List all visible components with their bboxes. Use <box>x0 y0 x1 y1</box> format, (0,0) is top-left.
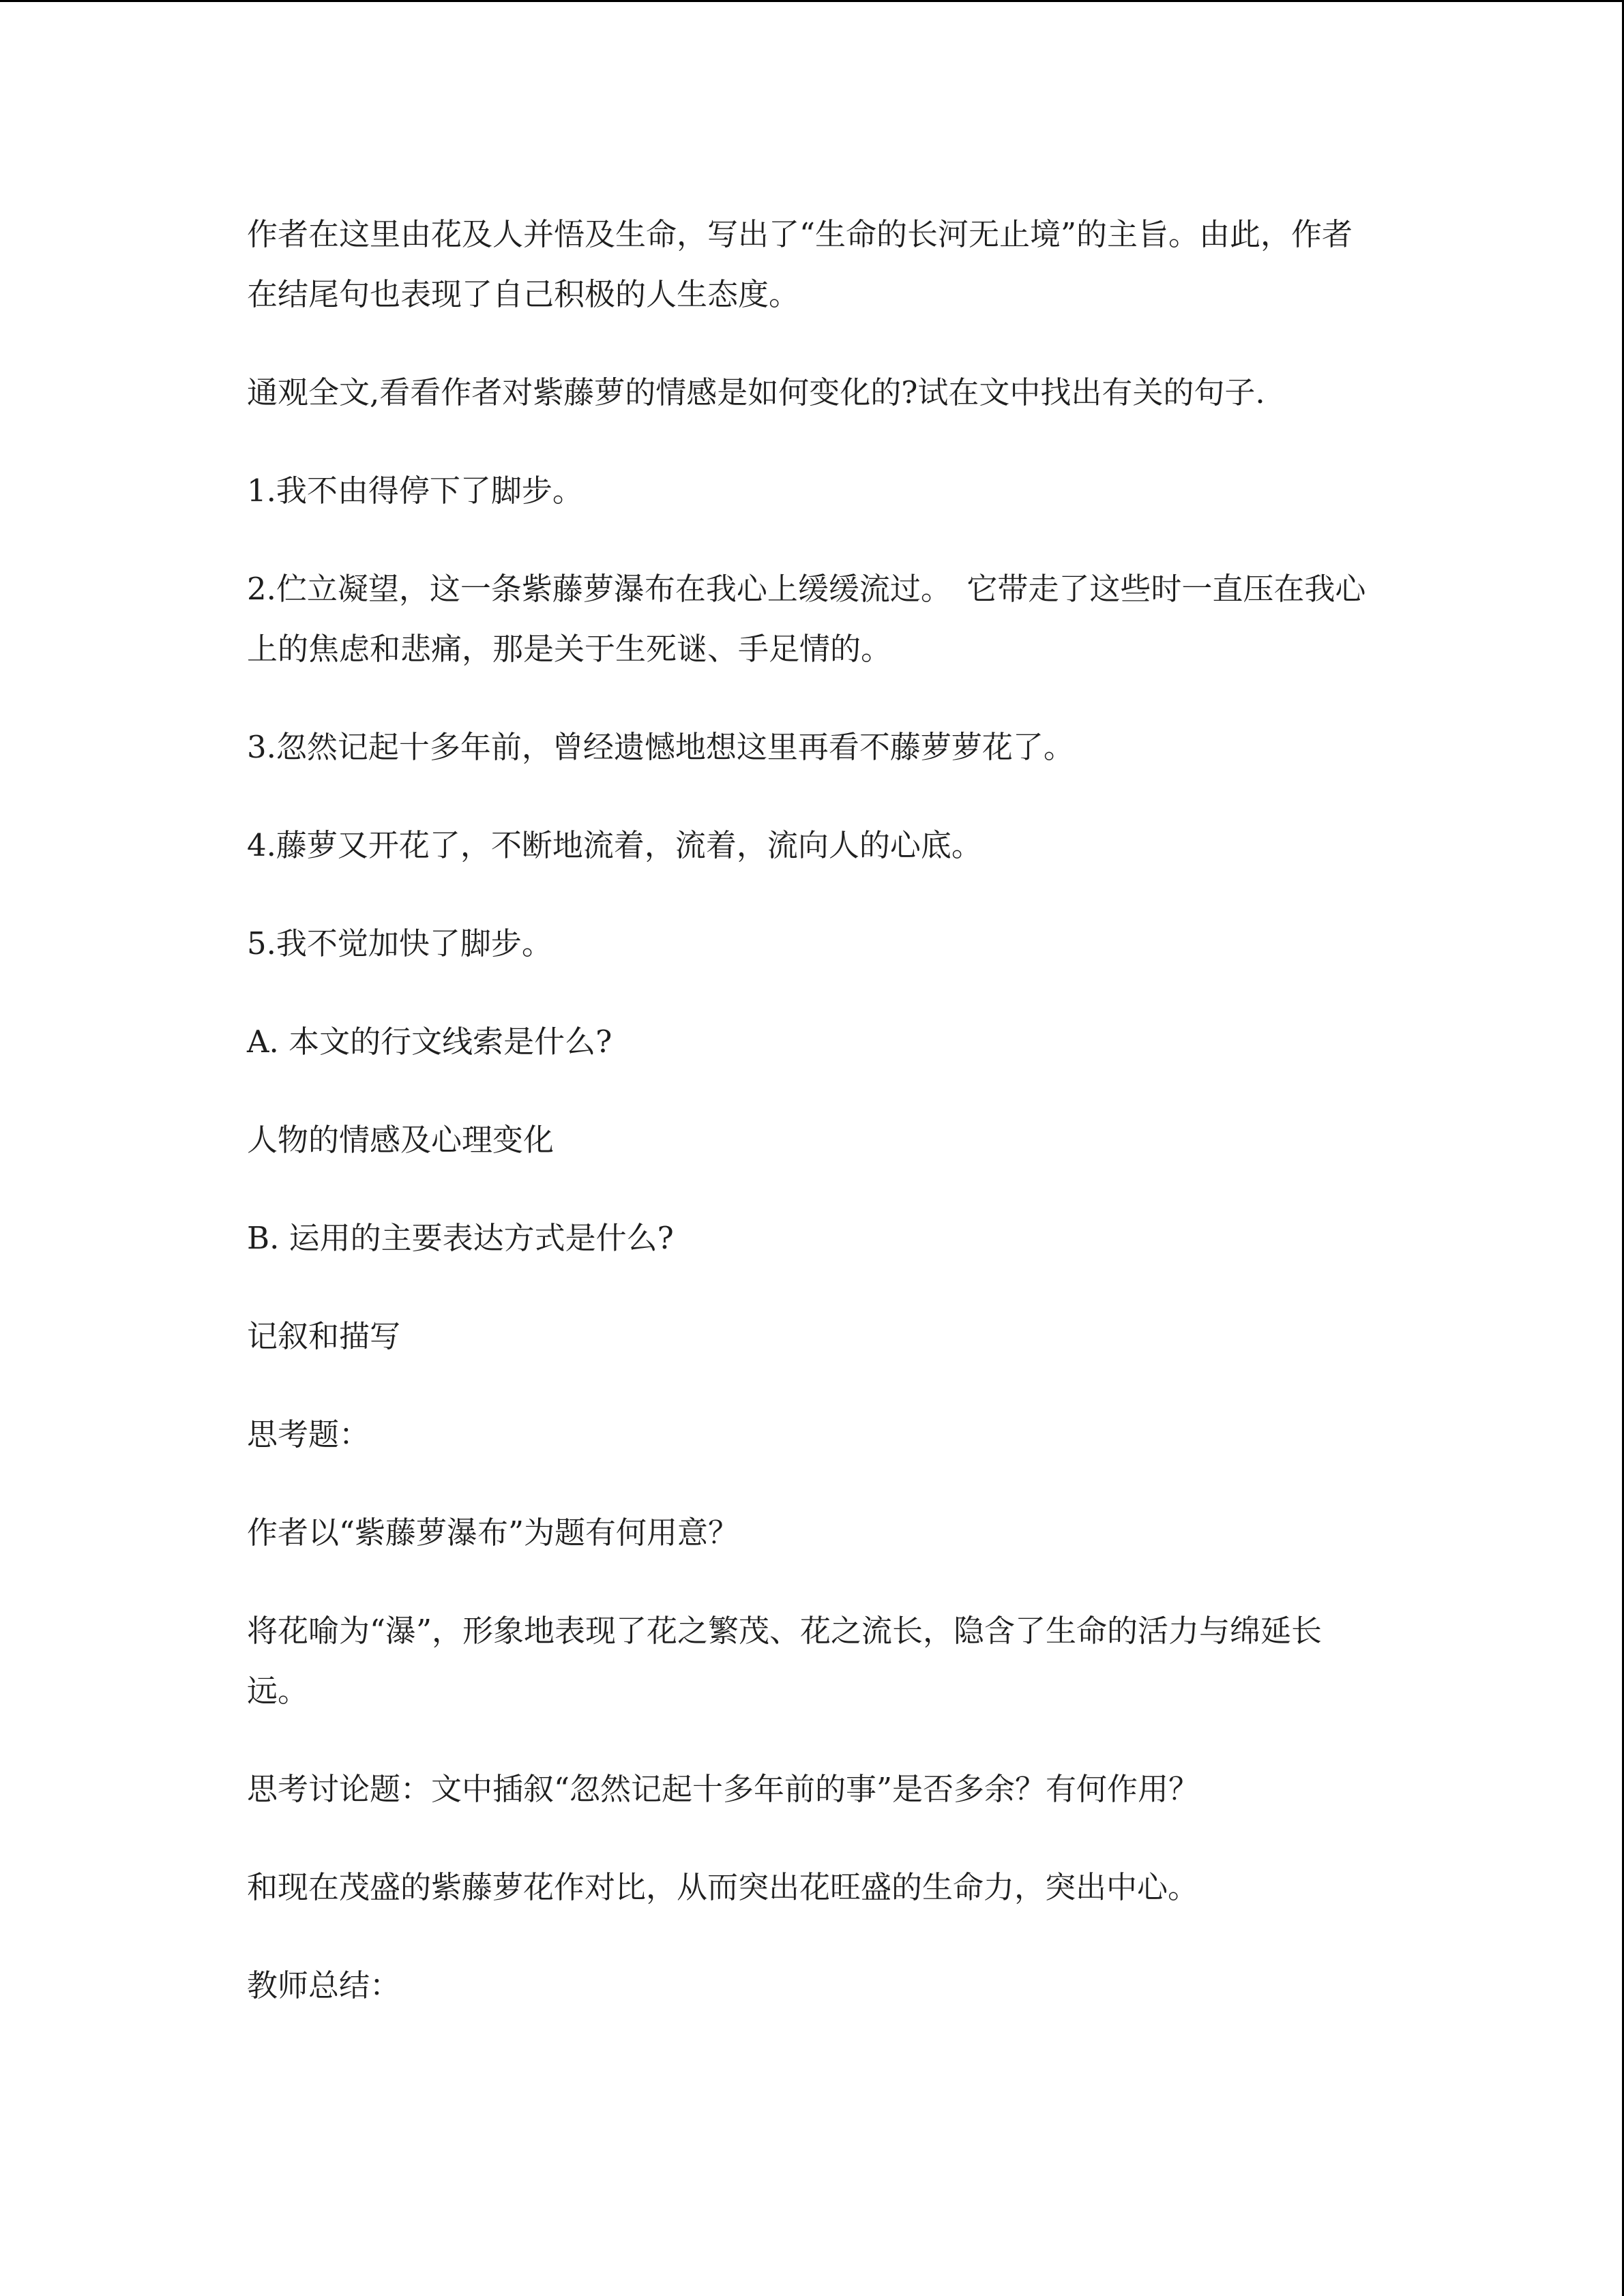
document-body <box>247 205 1379 2054</box>
paragraph-thinking-heading: 思考题： <box>247 1416 370 1452</box>
paragraph-question-a: A. 本文的行文线索是什么? <box>247 1024 612 1060</box>
page-top-border <box>0 0 1624 2</box>
paragraph-discussion-question: 思考讨论题：文中插叙“忽然记起十多年前的事”是否多余？有何作用？ <box>247 1771 1200 1807</box>
paragraph-answer-b: 记叙和描写 <box>247 1318 401 1354</box>
paragraph-question-emotion-change: 通观全文,看看作者对紫藤萝的情感是如何变化的?试在文中找出有关的句子. <box>247 374 1265 411</box>
paragraph-question-b: B. 运用的主要表达方式是什么? <box>247 1220 674 1256</box>
paragraph-discussion-answer: 和现在茂盛的紫藤萝花作对比，从而突出花旺盛的生命力，突出中心。 <box>247 1869 1199 1905</box>
paragraph-title-question: 作者以“紫藤萝瀑布”为题有何用意？ <box>247 1515 739 1551</box>
paragraph-sentence-3: 3.忽然记起十多年前，曾经遗憾地想这里再看不藤萝萝花了。 <box>247 729 1074 765</box>
paragraph-sentence-1: 1.我不由得停下了脚步。 <box>247 473 583 509</box>
paragraph-answer-a: 人物的情感及心理变化 <box>247 1122 555 1158</box>
paragraph-sentence-2: 2.伫立凝望，这一条紫藤萝瀑布在我心上缓缓流过。 它带走了这些时一直压在我心上的焦虑和悲痛，那是关于生死谜、手足情的。 <box>247 571 1366 667</box>
paragraph-sentence-5: 5.我不觉加快了脚步。 <box>247 925 552 961</box>
paragraph-theme-summary: 作者在这里由花及人并悟及生命，写出了“生命的长河无止境”的主旨。由此，作者在结尾句也表现了自己积极的人生态度。 <box>247 216 1353 312</box>
paragraph-title-answer: 将花喻为“瀑”，形象地表现了花之繁茂、花之流长，隐含了生命的活力与绵延长远。 <box>247 1613 1323 1709</box>
paragraph-sentence-4: 4.藤萝又开花了，不断地流着，流着，流向人的心底。 <box>247 827 982 863</box>
paragraph-teacher-summary: 教师总结： <box>247 1967 401 2003</box>
